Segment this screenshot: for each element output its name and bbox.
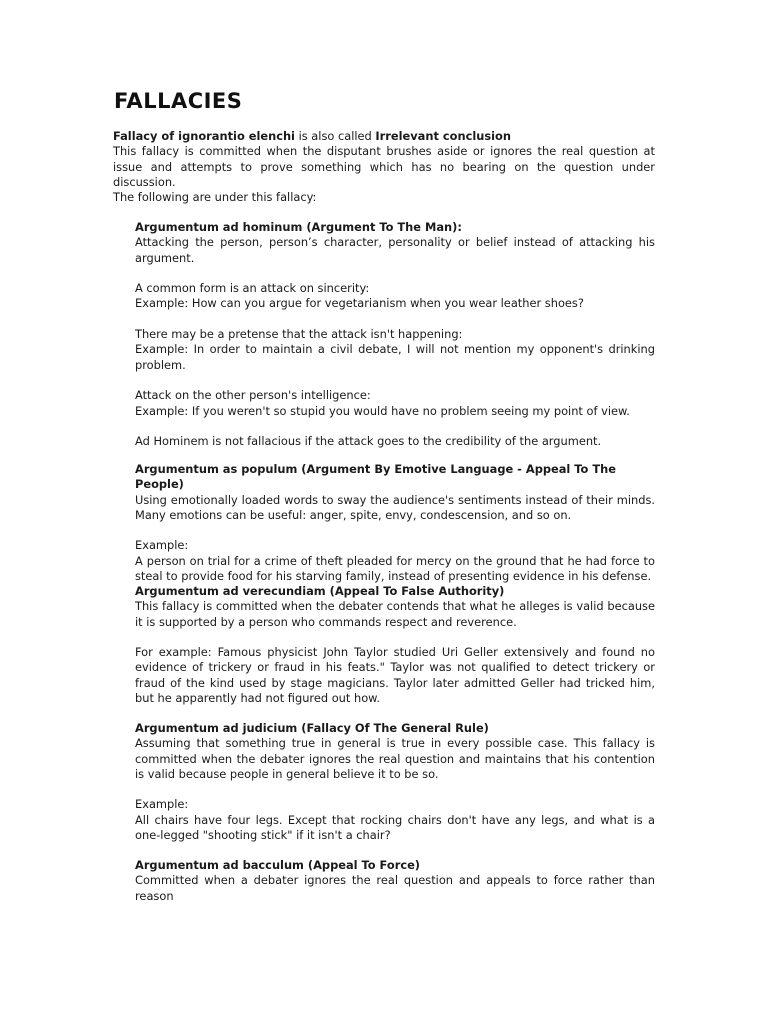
section-definition: Committed when a debater ignores the real question and appeals to force rather than reason [135, 873, 655, 903]
following-text: The following are under this fallacy: [113, 190, 317, 204]
sincerity-intro: A common form is an attack on sincerity: [135, 281, 370, 296]
pretense-intro: There may be a pretense that the attack isn't happening: [135, 327, 463, 342]
section-definition: Assuming that something true in general is true in every possible case. This fallacy is committed when the debater ignores the real question and maintains that his contention is valid because people in general believe it to be so. [135, 736, 655, 781]
example-label: Example: [135, 797, 189, 812]
intro-term: Fallacy of ignorantio elenchi [113, 129, 295, 143]
intelligence-example: Example: If you weren't so stupid you would have no problem seeing my point of view. [135, 403, 630, 418]
intro-paragraph [113, 129, 655, 190]
section-heading: Argumentum ad verecundiam (Appeal To False Authority) [135, 584, 505, 598]
intro-mid-text: is also called [294, 129, 376, 143]
example-text: For example: Famous physicist John Taylor studied Uri Geller extensively and found no evidence of trickery or fraud in his feats." Taylor was not qualified to detect trickery or fraud of the kind used by stage magicians. Taylor later admitted Geller had tricked him, but he apparently had not figured out how. [135, 645, 655, 706]
section-populum [135, 462, 655, 584]
section-ad-hominum [135, 220, 655, 449]
example-label: Example: [135, 538, 189, 553]
section-definition: Using emotionally loaded words to sway the audience's sentiments instead of their minds. Many emotions can be useful: anger, spite, envy, condescension, and so on. [135, 492, 655, 522]
section-heading: Argumentum ad hominum (Argument To The Man): [135, 220, 462, 234]
example-text: All chairs have four legs. Except that rocking chairs don't have any legs, and what is a one-legged "shooting stick" if it isn't a chair? [135, 812, 655, 843]
intro-description: This fallacy is committed when the disputant brushes aside or ignores the real question at issue and attempts to prove something which has no bearing on the question under discussion. [113, 144, 655, 189]
ad-hominem-note: Ad Hominem is not fallacious if the attack goes to the credibility of the argument. [135, 434, 602, 449]
sincerity-example: Example: How can you argue for vegetarianism when you wear leather shoes? [135, 296, 584, 311]
section-heading: Argumentum ad bacculum (Appeal To Force) [135, 858, 420, 872]
section-heading: Argumentum as populum (Argument By Emotive Language - Appeal To The People) [135, 462, 616, 492]
intelligence-intro: Attack on the other person's intelligence: [135, 388, 371, 403]
example-text: A person on trial for a crime of theft pleaded for mercy on the ground that he had force to steal to provide food for his starving family, instead of presenting evidence in his defense. [135, 553, 655, 584]
section-verecundiam [135, 584, 655, 706]
section-judicium [135, 721, 655, 843]
section-bacculum [135, 858, 655, 904]
section-definition: Attacking the person, person’s character, personality or belief instead of attacking his argument. [135, 235, 655, 265]
pretense-example: Example: In order to maintain a civil debate, I will not mention my opponent's drinking problem. [135, 342, 655, 372]
intro-alias: Irrelevant conclusion [375, 129, 511, 143]
section-heading: Argumentum ad judicium (Fallacy Of The General Rule) [135, 721, 489, 735]
section-definition: This fallacy is committed when the debater contends that what he alleges is valid because it is supported by a person who commands respect and reverence. [135, 599, 655, 629]
document-title: FALLACIES [114, 89, 243, 113]
